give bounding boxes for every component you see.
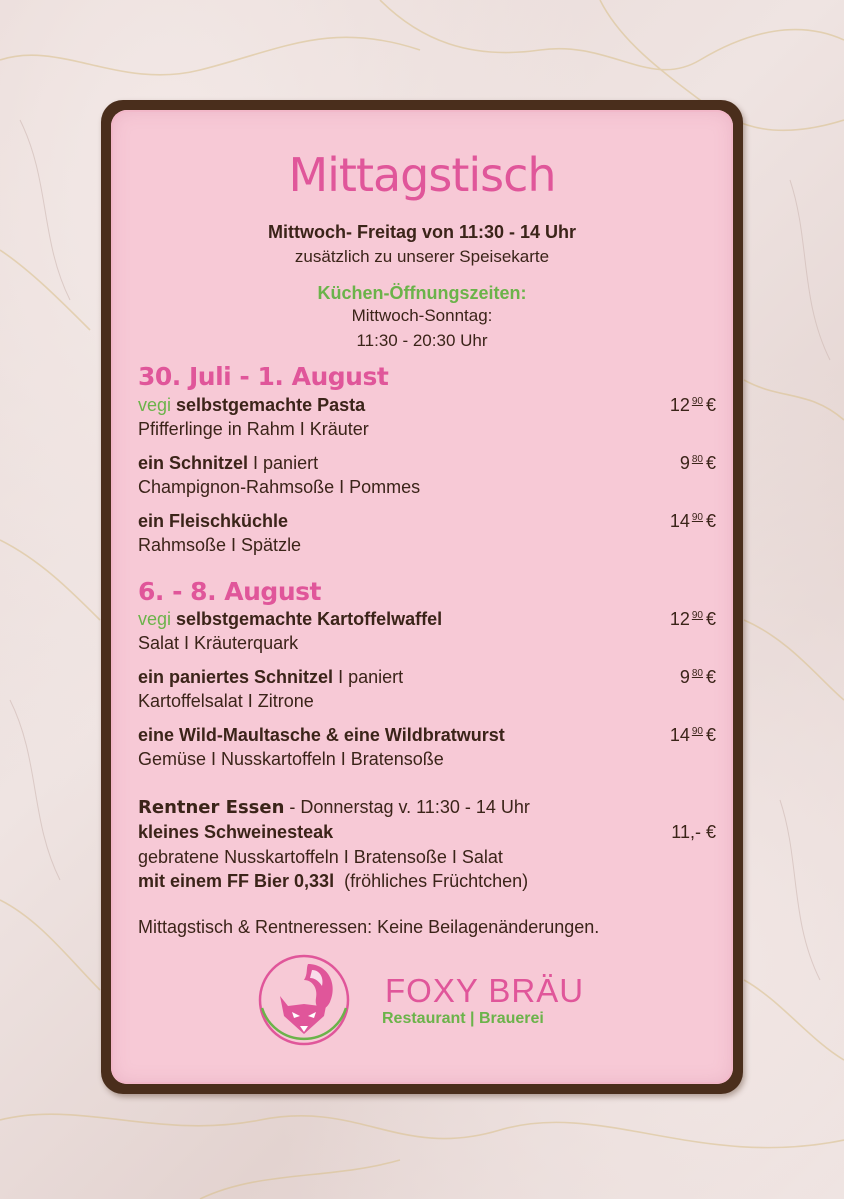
kitchen-time: 11:30 - 20:30 Uhr (356, 331, 488, 350)
price: 14 $^{90}$ € (669, 725, 716, 745)
rentner-beer: mit einem FF Bier 0,33l (fröhliches Früchtchen) (138, 871, 529, 891)
rentner-dish: kleines Schweinesteak (138, 822, 334, 842)
menu-item-name (138, 725, 505, 746)
menu-item-name: ein paniertes Schnitzel I paniert (138, 667, 404, 687)
rentner-label: Rentner Essen (138, 797, 285, 818)
menu-item-name (138, 511, 288, 532)
dish-name: eine Wild-Maultasche & eine Wildbratwurst (138, 725, 505, 745)
vegi-tag: vegi (138, 609, 177, 629)
rentner-heading (138, 797, 530, 818)
rentner-schedule: - Donnerstag v. 11:30 - 14 Uhr (284, 797, 530, 817)
dish-name: ein Fleischküchle (138, 511, 289, 531)
dish-name: selbstgemachte Pasta (176, 395, 366, 415)
lunch-note: zusätzlich zu unserer Speisekarte (294, 247, 550, 266)
menu-item-name (138, 395, 365, 416)
dish-description: Kartoffelsalat I Zitrone (138, 691, 314, 711)
price: 9 $^{80}$ € (679, 453, 716, 473)
price: 9 $^{80}$ € (679, 667, 716, 687)
dish-description: Salat I Kräuterquark (138, 633, 299, 653)
kitchen-days: Mittwoch-Sonntag: (351, 306, 493, 325)
kitchen-hours-label: Küchen-Öffnungszeiten: (317, 283, 527, 303)
week1-date: 30. Juli - 1. August (138, 362, 389, 391)
dish-description: Rahmsoße I Spätzle (138, 535, 302, 555)
vegi-tag: vegi (138, 395, 177, 415)
lunch-hours: Mittwoch- Freitag von 11:30 - 14 Uhr (267, 222, 577, 242)
brand-name: FOXY BRÄU (385, 972, 585, 1009)
menu-item-name: ein Schnitzel I paniert (138, 453, 319, 473)
footer-note: Mittagstisch & Rentneressen: Keine Beilagenänderungen. (138, 917, 600, 937)
dish-description: Pfifferlinge in Rahm I Kräuter (138, 419, 369, 439)
dish-description: Champignon-Rahmsoße I Pommes (138, 477, 421, 497)
menu-item-name (138, 609, 442, 630)
menu-title: Mittagstisch (288, 148, 556, 202)
brand-tagline: Restaurant | Brauerei (382, 1010, 544, 1027)
fox-logo-icon (258, 950, 350, 1050)
dish-name: ein paniertes Schnitzel (138, 667, 334, 687)
dish-description: Gemüse I Nusskartoffeln I Bratensoße (138, 749, 444, 769)
dish-name: ein Schnitzel (138, 453, 249, 473)
rentner-price: 11,- € (671, 822, 716, 842)
price: 14 $^{90}$ € (669, 511, 716, 531)
price: 12 $^{90}$ € (669, 609, 716, 629)
rentner-description: gebratene Nusskartoffeln I Bratensoße I Salat (138, 847, 503, 867)
week2-date: 6. - 8. August (138, 577, 321, 606)
dish-name: selbstgemachte Kartoffelwaffel (176, 609, 443, 629)
price: 12 $^{90}$ € (669, 395, 716, 415)
